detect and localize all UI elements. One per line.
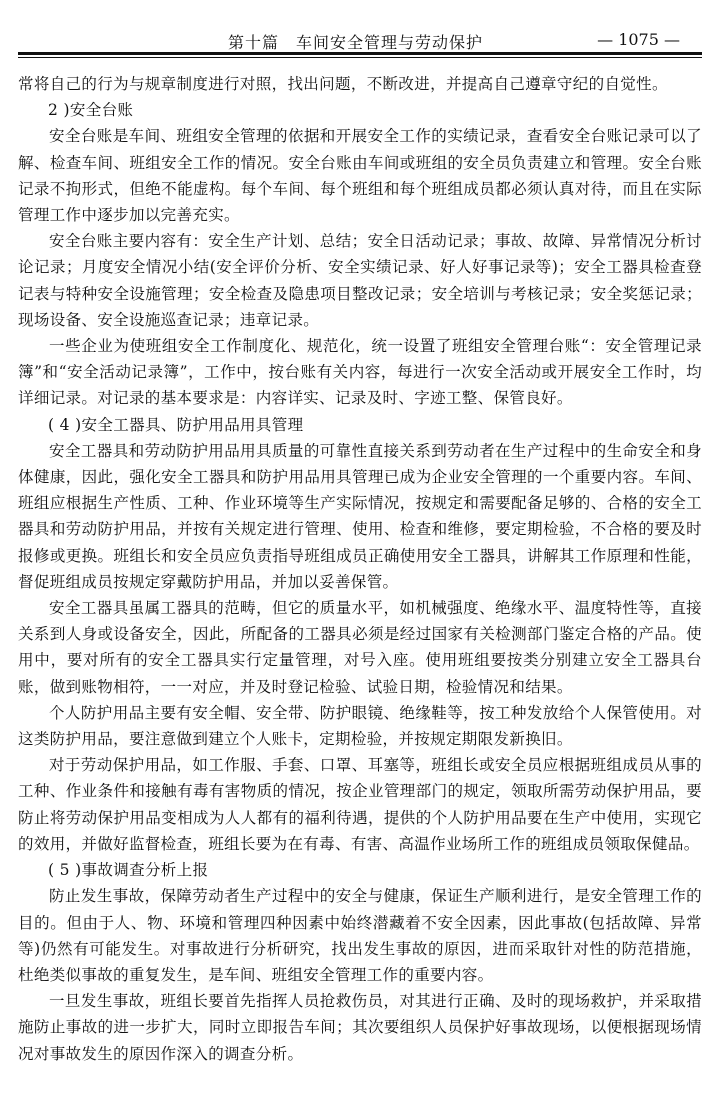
paragraph-accident-prevention: 防止发生事故，保障劳动者生产过程中的安全与健康，保证生产顺利进行，是安全管理工作的目的。但由于人、物、环境和管理四种因素中始终潜藏着不安全因素，因此事故(包括故障、异常等)仍然有可能发生。对事故进行分析研究，找出发生事故的原因，进而采取针对性的防范措施，杜绝类似事故的重复发生，是车间、班组安全管理工作的重要内容。 — [18, 887, 702, 984]
section-heading-safety-ledger: 2 )安全台账 — [48, 101, 134, 120]
section-heading-safety-tools: ( 4 )安全工器具、防护用品用具管理 — [48, 415, 304, 434]
section-heading-accident-report: ( 5 )事故调查分析上报 — [48, 861, 209, 880]
paragraph-personal-protection: 个人防护用品主要有安全帽、安全带、防护眼镜、绝缘鞋等，按工种发放给个人保管使用。对这类防护用品，要注意做到建立个人账卡，定期检验，并按规定期限发新换旧。 — [18, 703, 702, 749]
paragraph-labor-protection: 对于劳动保护用品，如工作服、手套、口罩、耳塞等，班组长或安全员应根据班组成员从事的工种、作业条件和接触有毒有害物质的情况，按企业管理部门的规定，领取所需劳动保护用品，要防止将劳动保护用品变相成为人人都有的福利待遇，提供的个人防护用品要在生产中使用，实现它的效用，并做好监督检查，班组长要为在有毒、有害、高温作业场所工作的班组成员领取保健品。 — [18, 756, 702, 853]
body-text — [18, 71, 702, 1067]
paragraph-ledger-contents: 安全台账主要内容有：安全生产计划、总结；安全日活动记录；事故、故障、异常情况分析讨论记录；月度安全情况小结(安全评价分析、安全实绩记录、好人好事记录等)；安全工器具检查登记表与特种安全设施管理；安全检查及隐患项目整改记录；安全培训与考核记录；安全奖惩记录；现场设备、安全设施巡查记录；违章记录。 — [18, 232, 702, 329]
header-rule-thin — [18, 57, 702, 58]
paragraph-ledger-intro: 安全台账是车间、班组安全管理的依据和开展安全工作的实绩记录，查看安全台账记录可以了解、检查车间、班组安全工作的情况。安全台账由车间或班组的安全员负责建立和管理。安全台账记录不拘形式，但绝不能虚构。每个车间、每个班组和每个班组成员都必须认真对待，而且在实际管理工作中逐步加以完善充实。 — [18, 127, 702, 225]
paragraph-ledger-standardization: 一些企业为使班组安全工作制度化、规范化，统一设置了班组安全管理台账“：安全管理记录簿”和“安全活动记录簿”，工作中，按台账有关内容，每进行一次安全活动或开展安全工作时，均详细记录。对记录的基本要求是：内容详实、记录及时、字迹工整、保管良好。 — [18, 337, 702, 408]
paragraph-continued: 常将自己的行为与规章制度进行对照，找出问题，不断改进，并提高自己遵章守纪的自觉性。 — [18, 75, 668, 93]
paragraph-tools-quality: 安全工器具虽属工器具的范畴，但它的质量水平，如机械强度、绝缘水平、温度特性等，直接关系到人身或设备安全，因此，所配备的工器具必须是经过国家有关检测部门鉴定合格的产品。使用中，要对所有的安全工器具实行定量管理，对号入座。使用班组要按类分别建立安全工器具台账，做到账物相符，一一对应，并及时登记检验、试验日期，检验情况和结果。 — [18, 599, 702, 696]
chapter-title: 第十篇 车间安全管理与劳动保护 — [228, 33, 484, 52]
paragraph-tools-intro: 安全工器具和劳动防护用品用具质量的可靠性直接关系到劳动者在生产过程中的生命安全和身体健康，因此，强化安全工器具和防护用品用具管理已成为企业安全管理的一个重要内容。车间、班组应根据生产性质、工种、作业环境等生产实际情况，按规定和需要配备足够的、合格的安全工器具和劳动防护用品，并按有关规定进行管理、使用、检查和维修，要定期检验，不合格的要及时报修或更换。班组长和安全员应负责指导班组成员正确使用安全工器具，讲解其工作原理和性能，督促班组成员按规定穿戴防护用品，并加以妥善保管。 — [18, 441, 702, 591]
running-header — [18, 0, 702, 54]
page-number: — 1075 — — [597, 30, 680, 49]
paragraph-accident-response: 一旦发生事故，班组长要首先指挥人员抢救伤员，对其进行正确、及时的现场救护，并采取措施防止事故的进一步扩大，同时立即报告车间；其次要组织人员保护好事故现场，以便根据现场情况对事故发生的原因作深入的调查分析。 — [18, 992, 702, 1063]
book-page — [18, 0, 702, 1109]
header-rule-thick — [18, 52, 702, 55]
